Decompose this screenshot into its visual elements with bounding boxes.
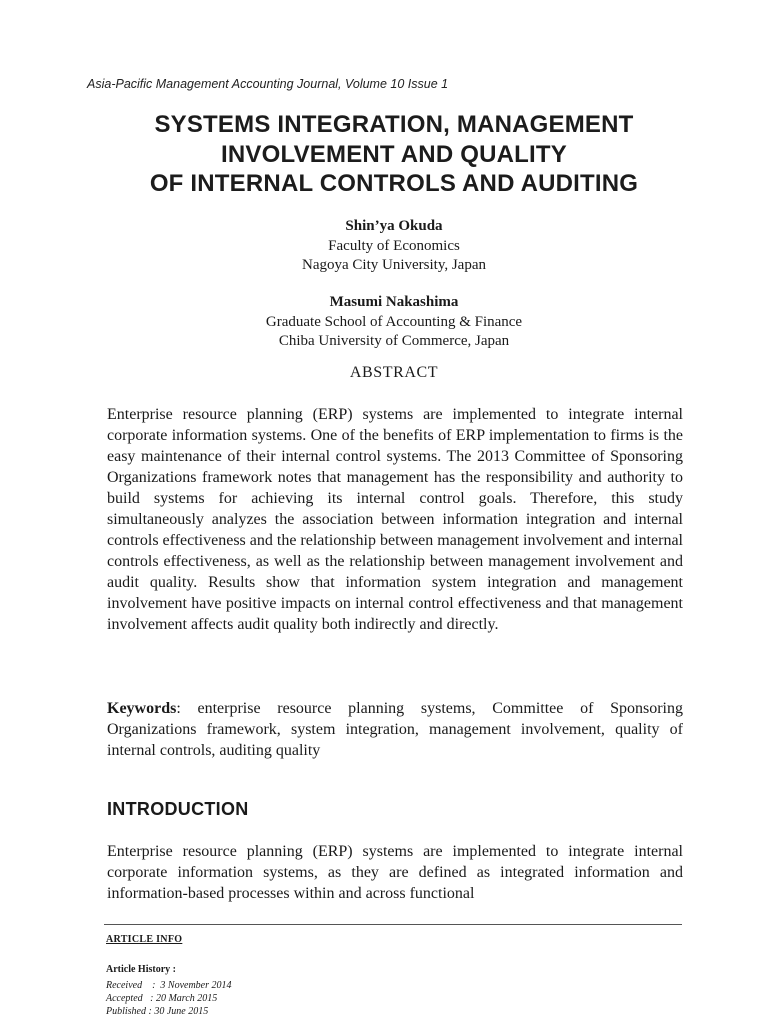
keywords-text: : enterprise resource planning systems, Committee of Sponsoring Organizations framework, system integration, management involvement, quality of internal controls, auditing quality — [107, 700, 683, 759]
title-line: SYSTEMS INTEGRATION, MANAGEMENT — [154, 111, 634, 138]
author-affiliation: Graduate School of Accounting & Finance — [265, 313, 523, 330]
keywords-label: Keywords — [107, 700, 177, 717]
title-line: INVOLVEMENT AND QUALITY — [221, 140, 567, 168]
author-name: Masumi Nakashima — [329, 294, 459, 310]
keywords-paragraph — [107, 698, 683, 761]
abstract-text: Enterprise resource planning (ERP) systems are implemented to integrate internal corporate information systems. One of the benefits of ERP implementation to firms is the easy maintenance of their internal control systems. The 2013 Committee of Sponsoring Organizations framework notes that management has the responsibility and authority to build systems for achieving its internal control goals. Therefore, this study simultaneously analyzes the association between information integration and internal controls effectiveness and the relationship between management involvement and internal controls effectiveness, as well as the relationship between management involvement and audit quality. Results show that information system integration and management involvement have positive impacts on internal control effectiveness and that management involvement affects audit quality both indirectly and directly. — [107, 406, 683, 633]
footnote-divider — [104, 924, 682, 925]
introduction-heading: INTRODUCTION — [107, 799, 249, 819]
title-line: OF INTERNAL CONTROLS AND AUDITING — [149, 170, 639, 197]
published-date: Published : 30 June 2015 — [106, 1006, 209, 1017]
abstract-heading: ABSTRACT — [349, 364, 439, 381]
author-block — [100, 217, 688, 276]
journal-header: Asia-Pacific Management Accounting Journal, Volume 10 Issue 1 — [87, 77, 449, 91]
author-affiliation: Nagoya City University, Japan — [302, 257, 486, 273]
introduction-text: Enterprise resource planning (ERP) systems are implemented to integrate internal corporate information systems, as they are defined as integrated information and information-based processes within and across functional — [107, 843, 683, 902]
paper-title — [60, 110, 728, 199]
accepted-date: Accepted : 20 March 2015 — [106, 993, 218, 1004]
article-info-heading: ARTICLE INFO — [106, 934, 183, 945]
author-affiliation: Faculty of Economics — [328, 237, 460, 254]
received-date: Received : 3 November 2014 — [106, 980, 232, 991]
author-block — [100, 293, 688, 352]
author-affiliation: Chiba University of Commerce, Japan — [278, 333, 510, 349]
article-history-label: Article History : — [106, 964, 176, 975]
author-name: Shin’ya Okuda — [345, 218, 443, 234]
